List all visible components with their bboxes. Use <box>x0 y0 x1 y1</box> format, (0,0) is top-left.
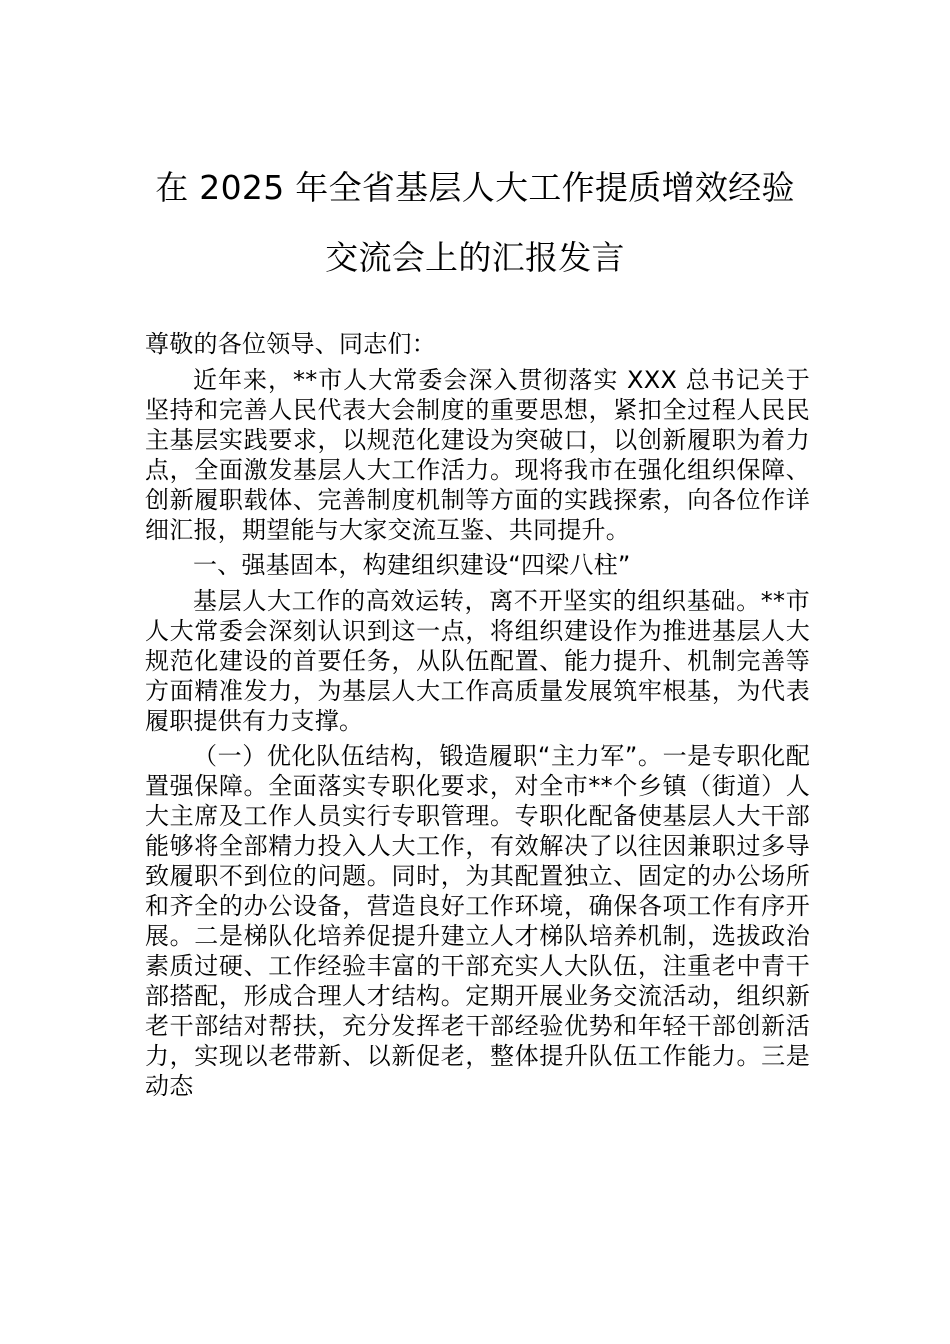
document-title-line-2: 交流会上的汇报发言 <box>325 238 625 277</box>
paragraph-subsection-1: （一）优化队伍结构，锻造履职“主力军”。一是专职化配置强保障。全面落实专职化要求，对全市**个乡镇（街道）人大主席及工作人员实行专职管理。专职化配备使基层人大干部能够将全部精力投入人大工作，有效解决了以往因兼职过多导致履职不到位的问题。同时，为其配置独立、固定的办公场所和齐全的办公设备，营造良好工作环境，确保各项工作有序开展。二是梯队化培养促提升建立人才梯队培养机制，选拔政治素质过硬、工作经验丰富的干部充实人大队伍，注重老中青干部搭配，形成合理人才结构。定期开展业务交流活动，组织新老干部结对帮扶，充分发挥老干部经验优势和年轻干部创新活力，实现以老带新、以新促老，整体提升队伍工作能力。三是动态 <box>145 742 810 1101</box>
salutation: 尊敬的各位领导、同志们： <box>145 330 436 358</box>
document-title-line-1: 在 2025 年全省基层人大工作提质增效经验 <box>155 168 795 207</box>
document-body <box>145 329 810 1107</box>
paragraph-section-1: 基层人大工作的高效运转，离不开坚实的组织基础。**市人大常委会深刻认识到这一点，将组织建设作为推进基层人大规范化建设的首要任务，从队伍配置、能力提升、机制完善等方面精准发力，为基层人大工作高质量发展筑牢根基，为代表履职提供有力支撑。 <box>145 586 810 735</box>
section-heading-1: 一、强基固本，构建组织建设“四梁八柱” <box>193 551 631 580</box>
paragraph-intro: 近年来，**市人大常委会深入贯彻落实 XXX 总书记关于坚持和完善人民代表大会制度的重要思想，紧扣全过程人民民主基层实践要求，以规范化建设为突破口，以创新履职为着力点，全面激发基层人大工作活力。现将我市在强化组织保障、创新履职载体、完善制度机制等方面的实践探索，向各位作详细汇报，期望能与大家交流互鉴、共同提升。 <box>145 365 810 544</box>
